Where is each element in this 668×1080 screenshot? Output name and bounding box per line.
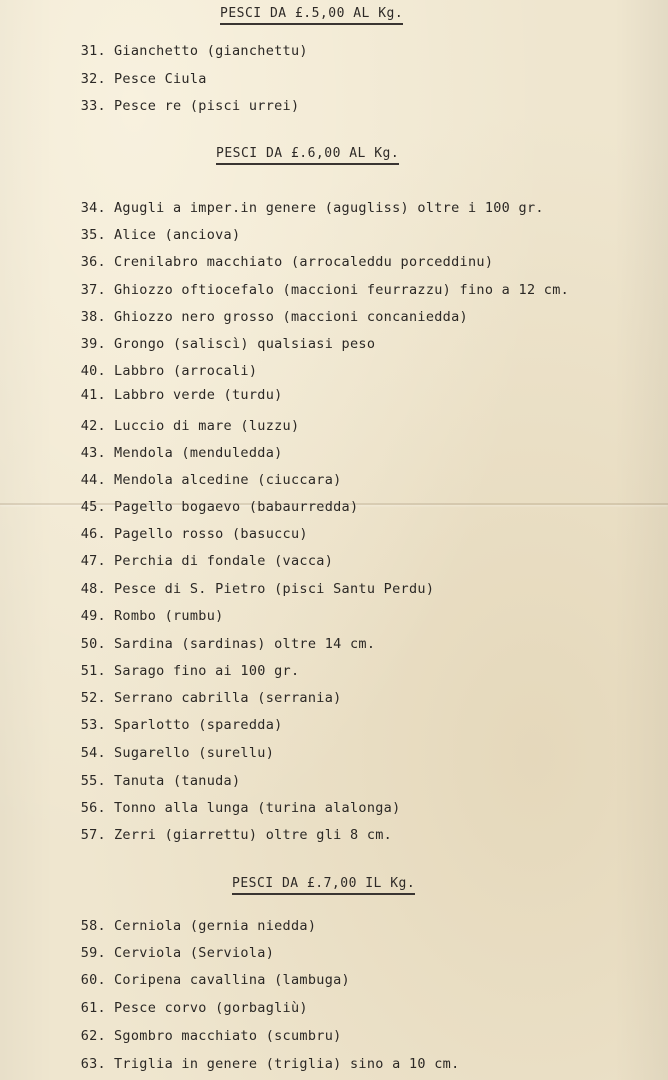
list-item: 60. Coripena cavallina (lambuga) — [80, 972, 350, 988]
list-item: 34. Agugli a imper.in genere (agugliss) oltre i 100 gr. — [80, 200, 544, 216]
list-item: 54. Sugarello (surellu) — [80, 745, 275, 761]
list-item: 42. Luccio di mare (luzzu) — [80, 418, 300, 434]
list-item: 56. Tonno alla lunga (turina alalonga) — [80, 800, 401, 816]
list-item: 40. Labbro (arrocali) — [80, 363, 258, 379]
section-heading-6-lire: PESCI DA £.6,00 AL Kg. — [216, 146, 399, 165]
list-item: 52. Serrano cabrilla (serrania) — [80, 690, 342, 706]
section-heading-7-lire: PESCI DA £.7,00 IL Kg. — [232, 876, 415, 895]
list-item: 55. Tanuta (tanuda) — [80, 773, 241, 789]
list-item: 31. Gianchetto (gianchettu) — [80, 43, 308, 59]
list-item: 62. Sgombro macchiato (scumbru) — [80, 1028, 342, 1044]
list-item: 63. Triglia in genere (triglia) sino a 10 cm. — [80, 1056, 460, 1072]
list-item: 39. Grongo (saliscì) qualsiasi peso — [80, 336, 376, 352]
list-item: 53. Sparlotto (sparedda) — [80, 717, 283, 733]
list-item: 43. Mendola (menduledda) — [80, 445, 283, 461]
list-item: 38. Ghiozzo nero grosso (maccioni concaniedda) — [80, 309, 468, 325]
list-item: 61. Pesce corvo (gorbagliù) — [80, 1000, 308, 1016]
list-item: 59. Cerviola (Serviola) — [80, 945, 275, 961]
list-item: 48. Pesce di S. Pietro (pisci Santu Perdu) — [80, 581, 435, 597]
list-item: 32. Pesce Ciula — [80, 71, 207, 87]
list-item: 57. Zerri (giarrettu) oltre gli 8 cm. — [80, 827, 393, 843]
list-item: 45. Pagello bogaevo (babaurredda) — [80, 499, 359, 515]
list-item: 35. Alice (anciova) — [80, 227, 241, 243]
list-item: 36. Crenilabro macchiato (arrocaleddu porceddinu) — [80, 254, 494, 270]
list-item: 33. Pesce re (pisci urrei) — [80, 98, 300, 114]
list-item: 51. Sarago fino ai 100 gr. — [80, 663, 300, 679]
list-item: 50. Sardina (sardinas) oltre 14 cm. — [80, 636, 376, 652]
section-heading-5-lire: PESCI DA £.5,00 AL Kg. — [220, 6, 403, 25]
list-item: 46. Pagello rosso (basuccu) — [80, 526, 308, 542]
list-item: 49. Rombo (rumbu) — [80, 608, 224, 624]
list-item: 41. Labbro verde (turdu) — [80, 387, 283, 403]
list-item: 58. Cerniola (gernia niedda) — [80, 918, 317, 934]
list-item: 47. Perchia di fondale (vacca) — [80, 553, 334, 569]
list-item: 44. Mendola alcedine (ciuccara) — [80, 472, 342, 488]
list-item: 37. Ghiozzo oftiocefalo (maccioni feurrazzu) fino a 12 cm. — [80, 282, 570, 298]
